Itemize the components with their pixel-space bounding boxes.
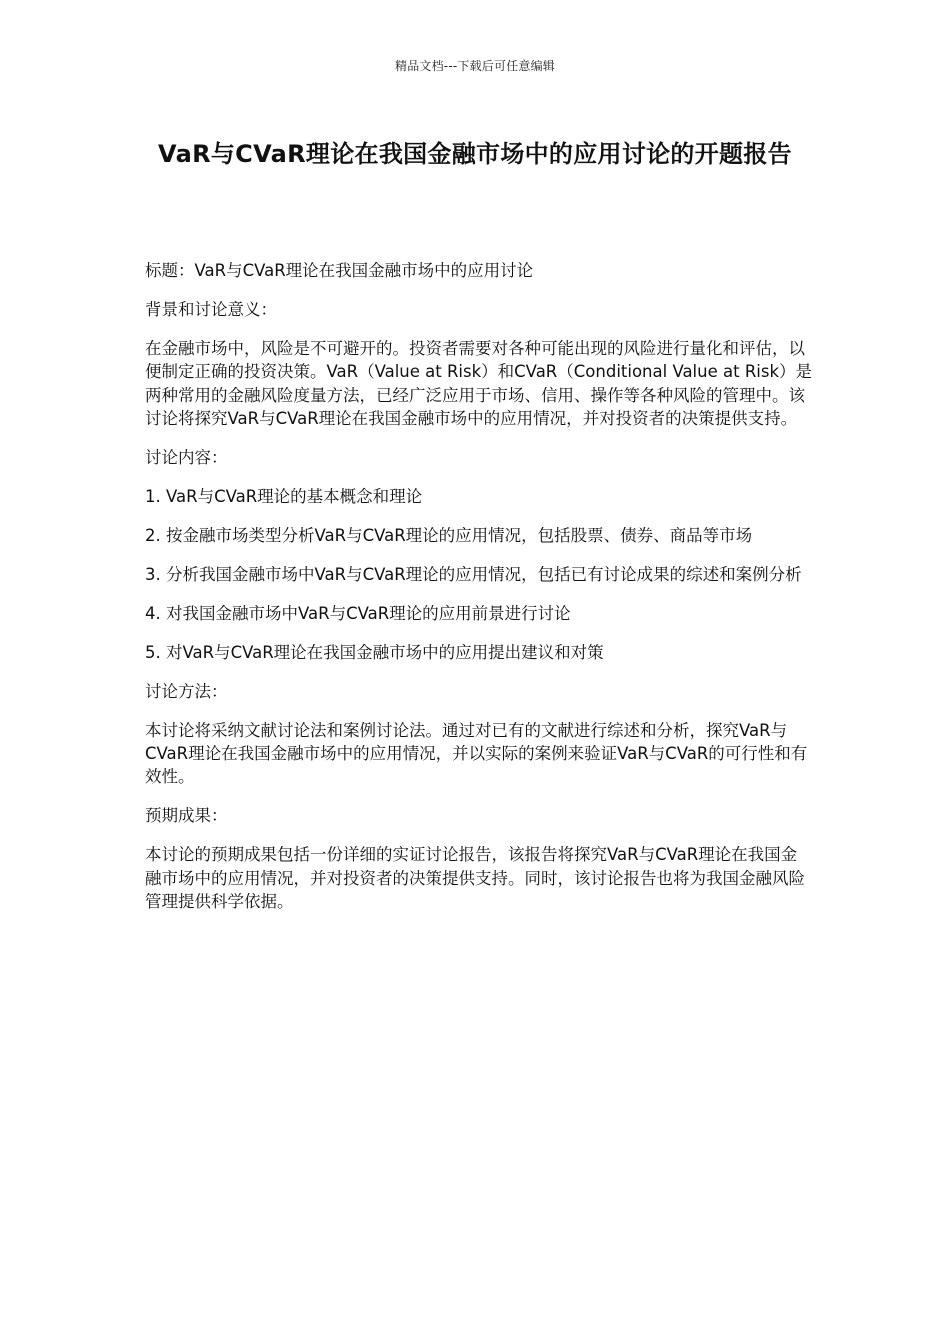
results-heading: 预期成果： <box>145 806 228 826</box>
results-paragraph: 本讨论的预期成果包括一份详细的实证讨论报告，该报告将探究VaR与CVaR理论在我国金融市场中的应用情况，并对投资者的决策提供支持。同时，该讨论报告也将为我国金融风险管理提供科学依据。 <box>145 845 805 911</box>
background-paragraph: 在金融市场中，风险是不可避开的。投资者需要对各种可能出现的风险进行量化和评估，以便制定正确的投资决策。VaR（Value at Risk）和CVaR（Conditional Value at Risk）是两种常用的金融风险度量方法，已经广泛应用于市场、信用、操作等各种风险的管理中。该讨论将探究VaR与CVaR理论在我国金融市场中的应用情况，并对投资者的决策提供支持。 <box>145 338 813 428</box>
subject-line: 标题：VaR与CVaR理论在我国金融市场中的应用讨论 <box>145 261 534 280</box>
document-title: VaR与CVaR理论在我国金融市场中的应用讨论的开题报告 <box>158 140 792 168</box>
background-heading: 背景和讨论意义： <box>145 299 277 319</box>
method-heading: 讨论方法： <box>145 681 228 701</box>
content-item: 3. 分析我国金融市场中VaR与CVaR理论的应用情况，包括已有讨论成果的综述和案例分析 <box>145 564 802 584</box>
method-paragraph: 本讨论将采纳文献讨论法和案例讨论法。通过对已有的文献进行综述和分析，探究VaR与CVaR理论在我国金融市场中的应用情况，并以实际的案例来验证VaR与CVaR的可行性和有效性。 <box>145 720 808 787</box>
document-body <box>145 259 813 929</box>
content-item: 5. 对VaR与CVaR理论在我国金融市场中的应用提出建议和对策 <box>145 642 604 662</box>
content-item: 1. VaR与CVaR理论的基本概念和理论 <box>145 486 423 506</box>
content-item: 4. 对我国金融市场中VaR与CVaR理论的应用前景进行讨论 <box>145 603 571 623</box>
header-note: 精品文档---下载后可任意编辑 <box>395 59 555 73</box>
content-heading: 讨论内容： <box>145 447 228 467</box>
content-item: 2. 按金融市场类型分析VaR与CVaR理论的应用情况，包括股票、债券、商品等市场 <box>145 525 753 545</box>
